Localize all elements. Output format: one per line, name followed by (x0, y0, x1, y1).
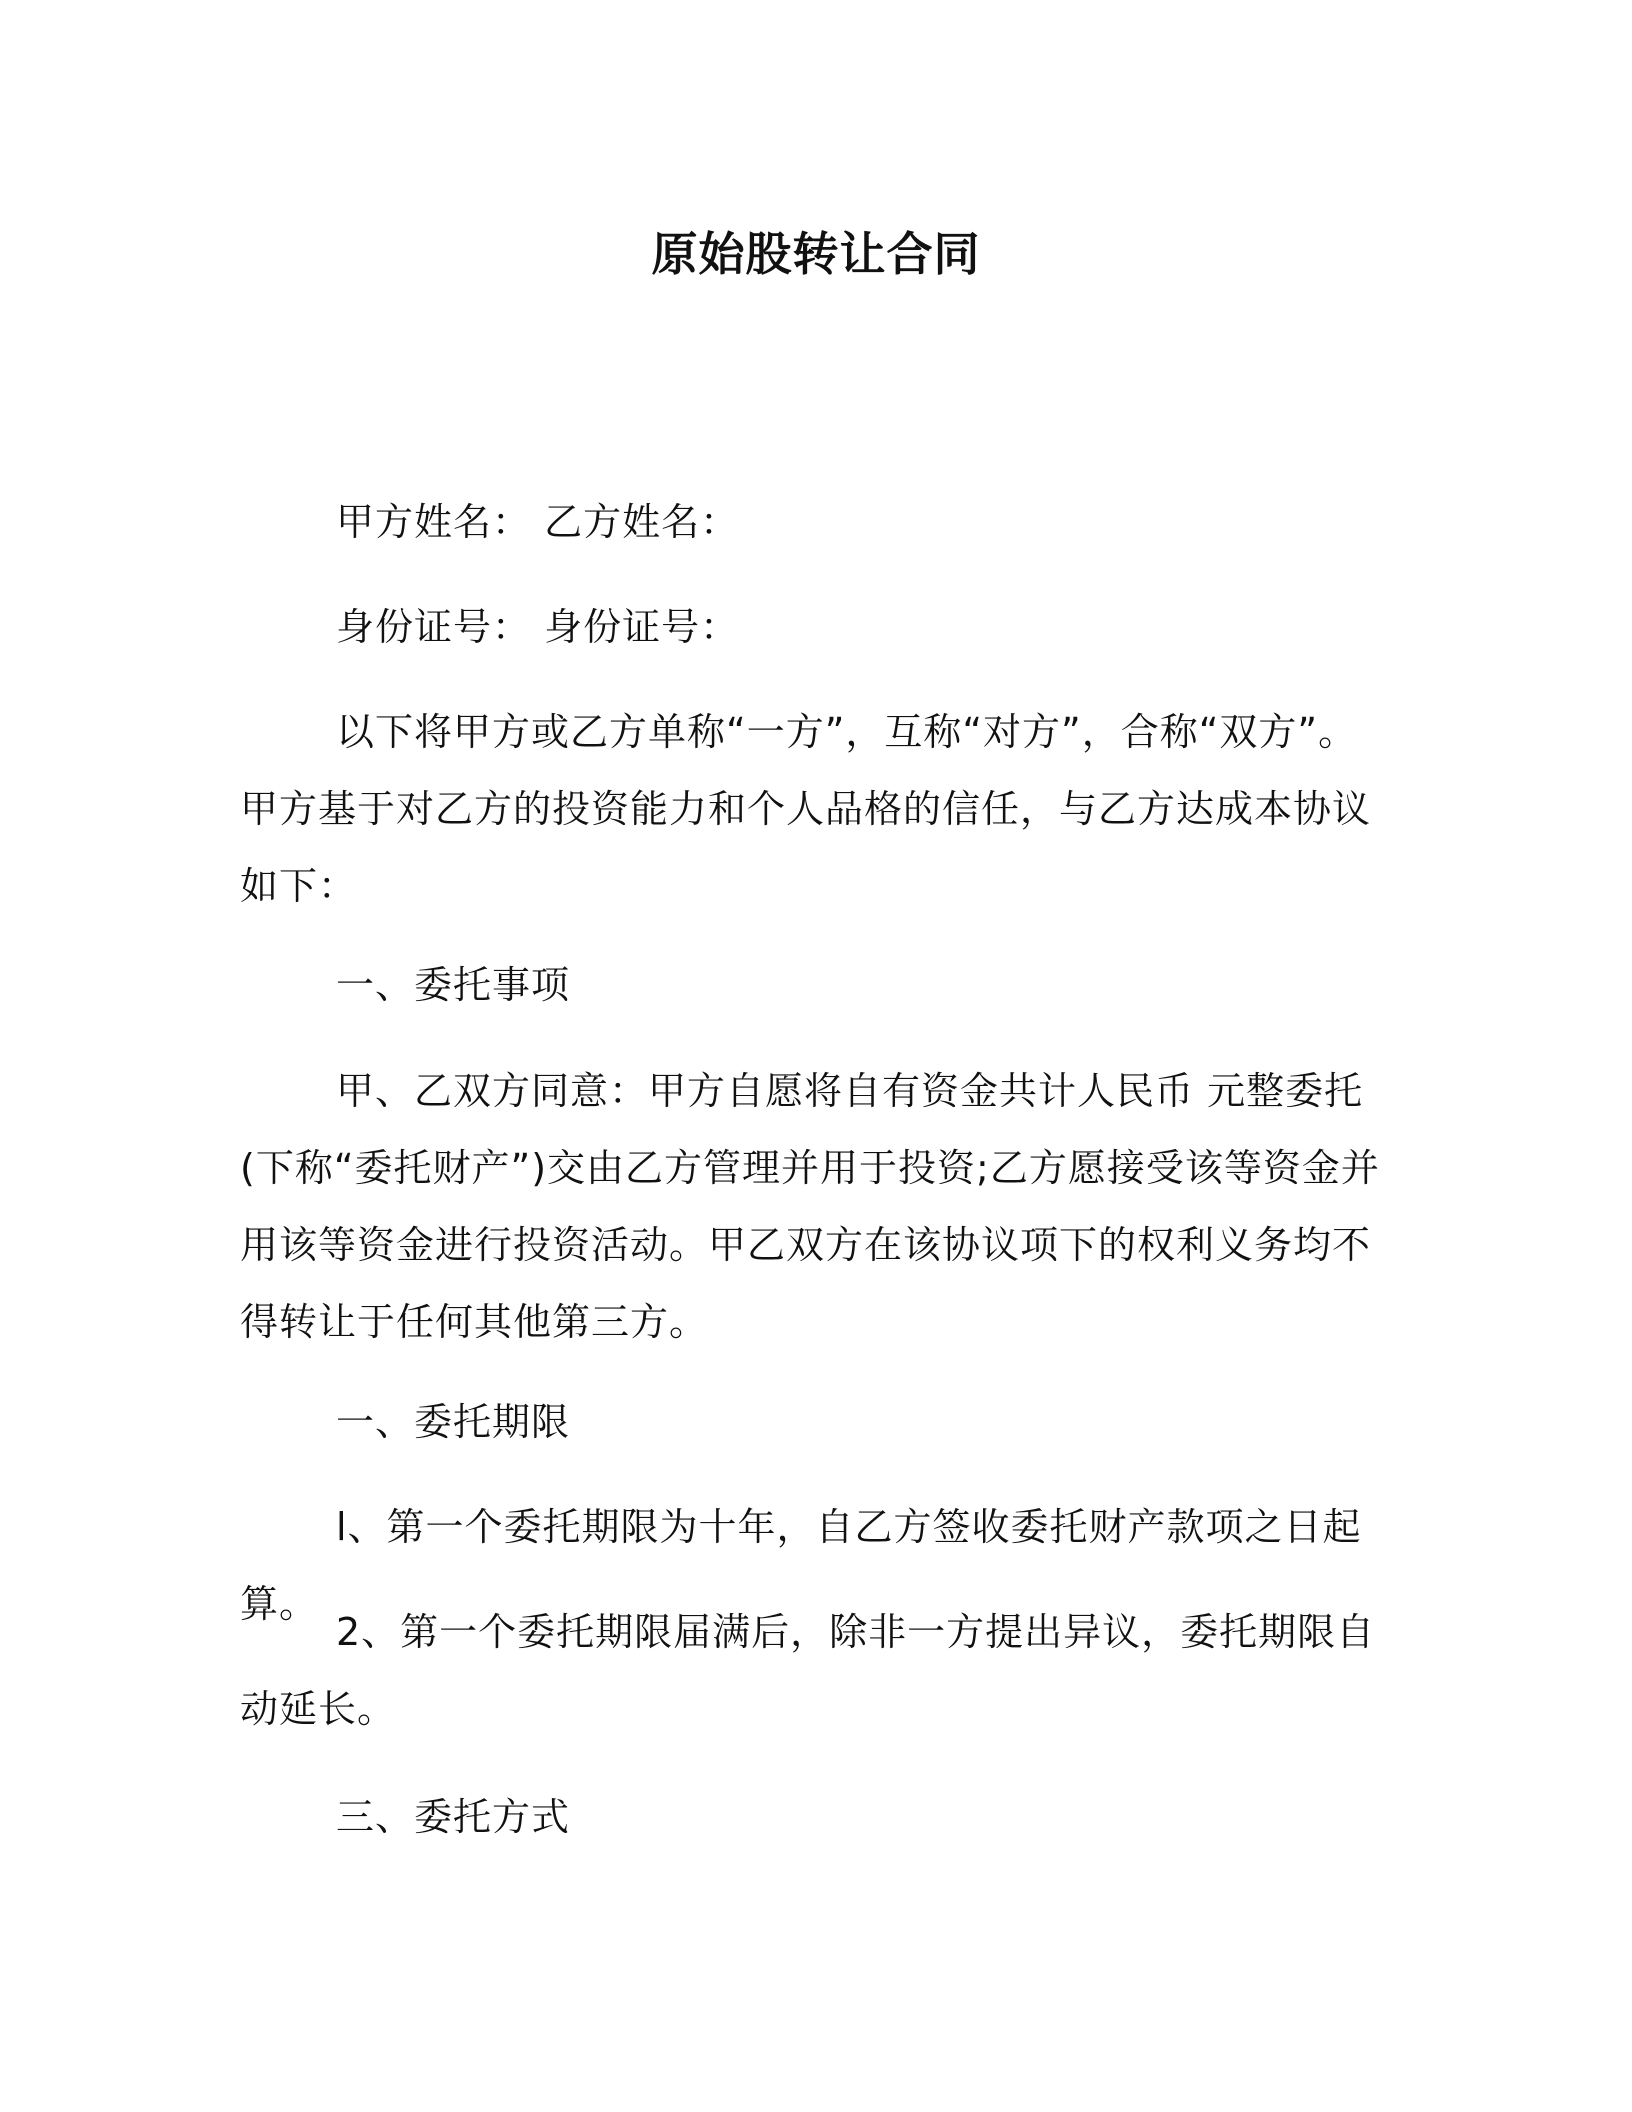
intro-paragraph: 以下将甲方或乙方单称“一方”，互称“对方”，合称“双方”。甲方基于对乙方的投资能力和个人品格的信任，与乙方达成本协议如下： (240, 710, 1372, 908)
term-item-1: l、第一个委托期限为十年，自乙方签收委托财产款项之日起算。 (240, 1505, 1362, 1626)
section-heading-entrusted-matters: 一、委托事项 (336, 963, 571, 1007)
section-heading-entrustment-term: 一、委托期限 (336, 1400, 571, 1444)
section-heading-entrustment-method: 三、委托方式 (336, 1795, 571, 1839)
term-item-2: 2、第一个委托期限届满后，除非一方提出异议，委托期限自动延长。 (240, 1610, 1376, 1731)
party-names-line: 甲方姓名： 乙方姓名： (336, 500, 740, 544)
id-numbers-line: 身份证号： 身份证号： (336, 605, 740, 649)
document-title: 原始股转让合同 (651, 227, 981, 281)
entrusted-matters-paragraph: 甲、乙双方同意：甲方自愿将自有资金共计人民币 元整委托(下称“委托财产”)交由乙方管理并用于投资;乙方愿接受该等资金并用该等资金进行投资活动。甲乙双方在该协议项下的权利义务均不得转让于任何其他第三方。 (240, 1069, 1380, 1344)
